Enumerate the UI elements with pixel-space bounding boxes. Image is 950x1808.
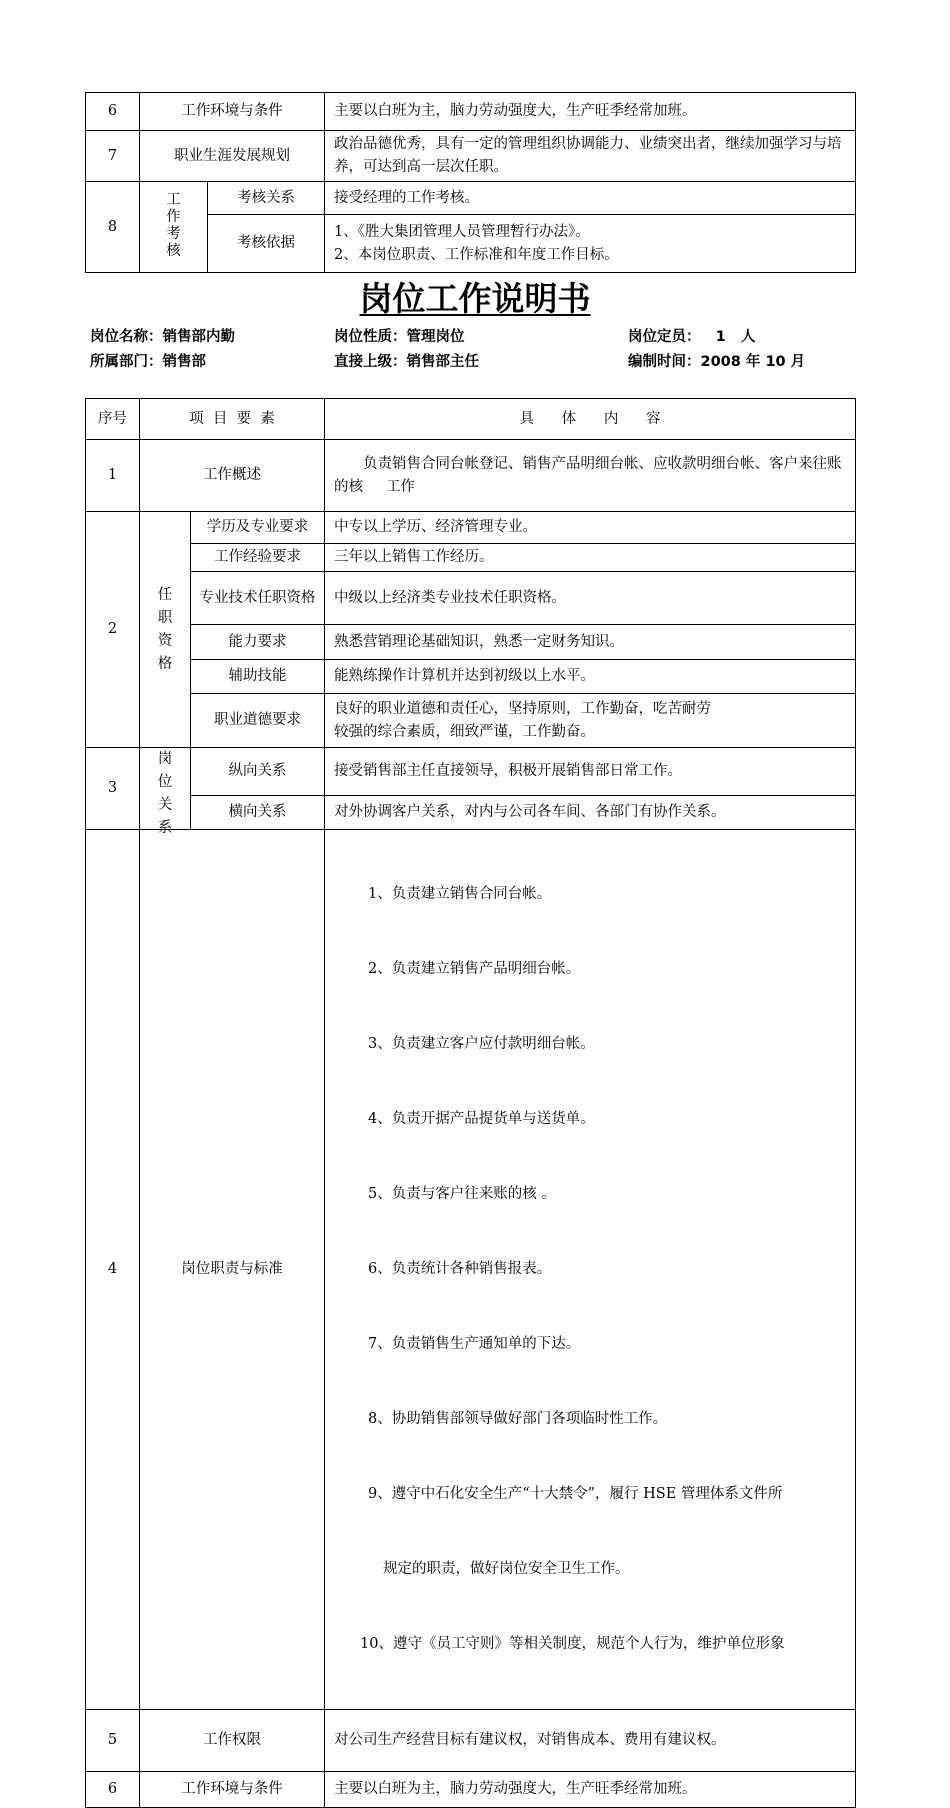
row-number: 6: [86, 93, 140, 131]
duty-item: 3、负责建立客户应付款明细台帐。: [368, 1036, 595, 1052]
duties-list: [325, 830, 856, 1710]
sub-item-content: [325, 215, 856, 273]
sub-item-label: 学历及专业要求: [191, 512, 325, 544]
item-content: 政治品德优秀，具有一定的管理组织协调能力、业绩突出者，继续加强学习与培养，可达到高一层次任职。: [325, 131, 856, 182]
sub-item-content: 接受销售部主任直接领导，积极开展销售部日常工作。: [325, 748, 856, 796]
table-row: [86, 625, 856, 660]
meta-position-name: 岗位名称：销售部内勤: [90, 329, 235, 345]
duty-item-continued: 规定的职责，做好岗位安全卫生工作。: [383, 1561, 630, 1577]
sub-item-content: 接受经理的工作考核。: [325, 182, 856, 215]
row-number: 6: [86, 1772, 140, 1808]
duty-item: 4、负责开据产品提货单与送货单。: [368, 1111, 595, 1127]
item-content: 主要以白班为主，脑力劳动强度大，生产旺季经常加班。: [325, 1772, 856, 1808]
sub-item-content: 对外协调客户关系，对内与公司各车间、各部门有协作关系。: [325, 796, 856, 830]
meta-prepared-date: 编制时间：2008 年 10 月: [628, 354, 806, 370]
sub-item-content: 中级以上经济类专业技术任职资格。: [325, 572, 856, 625]
meta-supervisor: 直接上级：销售部主任: [334, 354, 479, 370]
meta-department: 所属部门：销售部: [90, 354, 206, 370]
group-label: [140, 748, 191, 836]
table-row: [86, 131, 856, 182]
sub-item-label: 纵向关系: [191, 748, 325, 796]
table-row: [86, 1710, 856, 1772]
table-row: [86, 796, 856, 830]
meta-position-nature: 岗位性质：管理岗位: [334, 329, 465, 345]
item-label: 岗位职责与标准: [140, 830, 325, 1710]
sub-item-label: 横向关系: [191, 796, 325, 830]
table-row: [86, 512, 856, 544]
group-label-text: 岗位关系: [157, 751, 173, 836]
meta-headcount: 岗位定员： 1 人: [628, 329, 756, 345]
duty-item: 8、协助销售部领导做好部门各项临时性工作。: [368, 1411, 668, 1427]
group-label-text: 任职资格: [157, 586, 173, 672]
table-row: [86, 694, 856, 748]
table-row: [86, 182, 856, 215]
sub-item-label: 专业技术任职资格: [191, 572, 325, 625]
table-row: [86, 830, 856, 1710]
table-row: [86, 748, 856, 796]
item-label: 工作概述: [140, 440, 325, 512]
sub-item-label: 考核依据: [208, 215, 325, 273]
row-number: 3: [86, 748, 140, 830]
group-label: [140, 182, 208, 273]
item-label: 工作权限: [140, 1710, 325, 1772]
sub-item-content: 中专以上学历、经济管理专业。: [325, 512, 856, 544]
sub-item-content: [325, 694, 856, 748]
row-number: 5: [86, 1710, 140, 1772]
job-description-table: [85, 398, 856, 1808]
content-line: 1、《胜大集团管理人员管理暂行办法》。: [334, 223, 590, 240]
document-title-text: 岗位工作说明书: [359, 279, 591, 318]
document-title: [0, 277, 950, 321]
table-row: [86, 660, 856, 694]
content-line: 较强的综合素质，细致严谨，工作勤奋。: [334, 723, 595, 740]
item-label: 工作环境与条件: [140, 1772, 325, 1808]
header-item: 项 目 要 素: [140, 399, 325, 440]
header-content: 具 体 内 容: [325, 399, 856, 440]
content-line: 2、本岗位职责、工作标准和年度工作目标。: [334, 246, 619, 263]
row-number: 4: [86, 830, 140, 1710]
table-row: [86, 572, 856, 625]
item-label: 职业生涯发展规划: [140, 131, 325, 182]
item-content: 主要以白班为主，脑力劳动强度大，生产旺季经常加班。: [325, 93, 856, 131]
sub-item-content: 能熟练操作计算机并达到初级以上水平。: [325, 660, 856, 694]
previous-page-table: [85, 92, 856, 273]
table-header-row: [86, 399, 856, 440]
sub-item-content: 三年以上销售工作经历。: [325, 544, 856, 572]
item-label: 工作环境与条件: [140, 93, 325, 131]
item-content: 对公司生产经营目标有建议权，对销售成本、费用有建议权。: [325, 1710, 856, 1772]
duty-item: 5、负责与客户往来账的核 。: [368, 1186, 556, 1202]
sub-item-label: 能力要求: [191, 625, 325, 660]
sub-item-label: 工作经验要求: [191, 544, 325, 572]
table-row: [86, 93, 856, 131]
content-line: 良好的职业道德和责任心，坚持原则，工作勤奋，吃苦耐劳: [334, 700, 711, 717]
table-row: [86, 440, 856, 512]
header-number: 序号: [86, 399, 140, 440]
duty-item: 1、负责建立销售合同台帐。: [368, 886, 552, 902]
sub-item-label: 考核关系: [208, 182, 325, 215]
sub-item-content: 熟悉营销理论基础知识，熟悉一定财务知识。: [325, 625, 856, 660]
duty-item: 6、负责统计各种销售报表。: [368, 1261, 552, 1277]
row-number: 2: [86, 512, 140, 748]
group-label: [140, 512, 191, 748]
duty-item: 2、负责建立销售产品明细台帐。: [368, 961, 581, 977]
group-label-text: 工作考核: [166, 191, 181, 259]
table-row: [86, 544, 856, 572]
sub-item-label: 辅助技能: [191, 660, 325, 694]
row-number: 8: [86, 182, 140, 273]
duty-item: 7、负责销售生产通知单的下达。: [368, 1336, 581, 1352]
duty-item: 10、遵守《员工守则》等相关制度，规范个人行为，维护单位形象: [360, 1636, 785, 1652]
row-number: 7: [86, 131, 140, 182]
sub-item-label: 职业道德要求: [191, 694, 325, 748]
duty-item: 9、遵守中石化安全生产“十大禁令”，履行 HSE 管理体系文件所: [368, 1486, 783, 1502]
table-row: [86, 1772, 856, 1808]
item-content: 负责销售合同台帐登记、销售产品明细台帐、应收款明细台帐、客户来往账的核 工作: [325, 440, 856, 512]
row-number: 1: [86, 440, 140, 512]
